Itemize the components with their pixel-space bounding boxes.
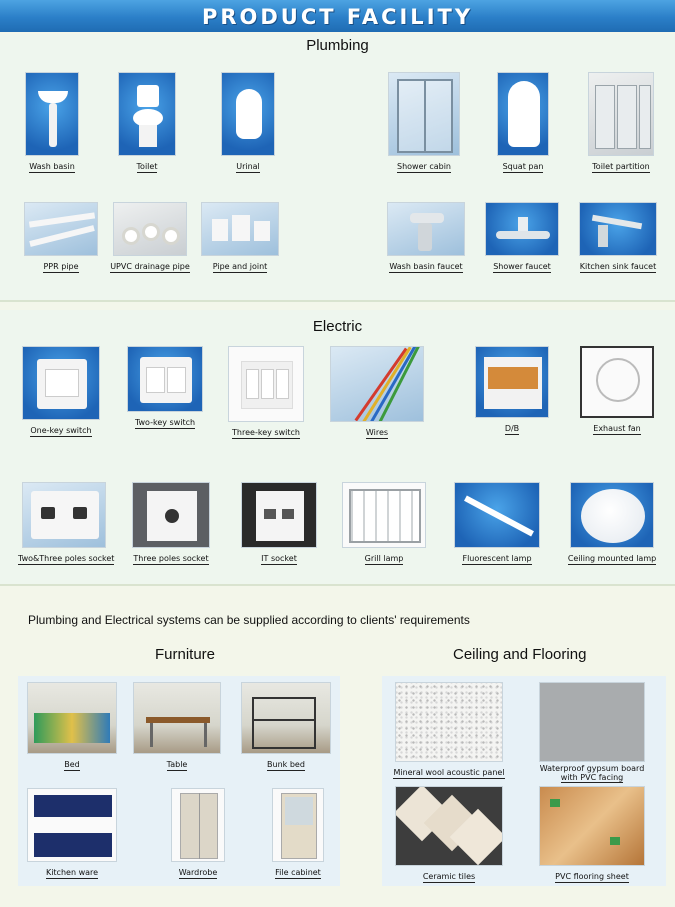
product-shower-faucet [482,202,562,274]
toilet-label: Toilet [136,162,158,171]
electric-section [0,310,675,586]
two-key-switch-label: Two-key switch [134,418,196,427]
pvc-flooring-label: PVC flooring sheet [555,872,629,881]
product-grill-lamp [338,482,430,566]
it-socket-image [241,482,317,548]
product-three-key-switch [226,346,306,440]
product-mineral-wool-panel [390,682,508,780]
product-wires [328,346,426,440]
product-pvc-flooring [532,786,652,884]
one-key-switch-image [22,346,100,420]
product-toilet [112,72,182,174]
product-ppr-pipe [22,202,100,274]
page-banner [0,0,675,32]
electric-title: Electric [312,318,363,335]
product-kitchen-ware [22,788,122,880]
shower-cabin-label: Shower cabin [396,162,451,171]
urinal-image [221,72,275,156]
two-three-socket-image [22,482,106,548]
wash-basin-image [25,72,79,156]
product-ceiling-mounted-lamp [566,482,658,566]
bed-image [27,682,117,754]
wires-image [330,346,424,422]
product-squat-pan [490,72,556,174]
fluorescent-lamp-label: Fluorescent lamp [462,554,532,563]
wardrobe-label: Wardrobe [178,868,218,877]
three-poles-socket-image [132,482,210,548]
shower-cabin-image [388,72,460,156]
kitchen-sink-faucet-image [579,202,657,256]
ceramic-tiles-image [395,786,503,866]
bunk-bed-image [241,682,331,754]
gypsum-board-image [539,682,645,762]
product-wardrobe [158,788,238,880]
product-table [130,682,224,772]
shower-faucet-label: Shower faucet [493,262,551,271]
two-key-switch-image [127,346,203,412]
product-two-key-switch [124,346,206,430]
three-key-switch-label: Three-key switch [232,428,300,437]
db-label: D/B [504,424,520,433]
product-bunk-bed [238,682,334,772]
kitchen-sink-faucet-label: Kitchen sink faucet [579,262,657,271]
urinal-label: Urinal [236,162,260,171]
table-label: Table [166,760,188,769]
wash-basin-label: Wash basin [29,162,75,171]
product-file-cabinet [260,788,336,880]
product-toilet-partition [584,72,658,174]
grill-lamp-label: Grill lamp [364,554,404,563]
pipe-joint-label: Pipe and joint [212,262,268,271]
product-kitchen-sink-faucet [576,202,660,274]
kitchen-ware-label: Kitchen ware [45,868,99,877]
product-one-key-switch [20,346,102,438]
ppr-pipe-image [24,202,98,256]
product-ceramic-tiles [390,786,508,884]
wash-basin-faucet-label: Wash basin faucet [389,262,463,271]
toilet-image [118,72,176,156]
ceiling-lamp-label: Ceiling mounted lamp [567,554,657,563]
three-poles-socket-label: Three poles socket [133,554,209,563]
supply-note: Plumbing and Electrical systems can be supplied according to clients' requirements [28,613,470,627]
pvc-flooring-image [539,786,645,866]
mineral-wool-label: Mineral wool acoustic panel [393,768,505,777]
table-image [133,682,221,754]
squat-pan-label: Squat pan [502,162,544,171]
ceiling-panel [382,676,666,886]
gypsum-board-label-2: with PVC facing [560,773,624,782]
wash-basin-faucet-image [387,202,465,256]
it-socket-label: IT socket [261,554,297,563]
product-shower-cabin [385,72,463,174]
product-two-three-poles-socket [18,482,115,566]
furniture-title: Furniture [155,646,216,663]
db-image [475,346,549,418]
squat-pan-image [497,72,549,156]
toilet-partition-label: Toilet partition [592,162,650,171]
upvc-pipe-image [113,202,187,256]
product-db [470,346,554,436]
product-wash-basin-faucet [384,202,468,274]
ceiling-lamp-image [570,482,654,548]
bed-label: Bed [64,760,80,769]
product-gypsum-board [534,682,650,782]
three-key-switch-image [228,346,304,422]
two-three-socket-label: Two&Three poles socket [18,554,115,563]
shower-faucet-image [485,202,559,256]
ceiling-title: Ceiling and Flooring [453,646,587,663]
fluorescent-lamp-image [454,482,540,548]
file-cabinet-image [272,788,324,862]
gypsum-board-label: Waterproof gypsum board [539,764,645,773]
product-upvc-pipe [110,202,190,274]
toilet-partition-image [588,72,654,156]
ppr-pipe-label: PPR pipe [43,262,79,271]
product-three-poles-socket [128,482,214,566]
product-it-socket [238,482,320,566]
upvc-pipe-label: UPVC drainage pipe [110,262,190,271]
product-pipe-joint [198,202,282,274]
ceramic-tiles-label: Ceramic tiles [422,872,476,881]
pipe-joint-image [201,202,279,256]
product-bed [24,682,120,772]
one-key-switch-label: One-key switch [30,426,92,435]
mineral-wool-image [395,682,503,762]
exhaust-fan-label: Exhaust fan [593,424,641,433]
furniture-panel [18,676,340,886]
grill-lamp-image [342,482,426,548]
product-fluorescent-lamp [450,482,544,566]
kitchen-ware-image [27,788,117,862]
exhaust-fan-image [580,346,654,418]
banner-title: PRODUCT FACILITY [201,5,474,29]
wardrobe-image [171,788,225,862]
plumbing-section [0,34,675,302]
plumbing-title: Plumbing [306,37,369,54]
product-exhaust-fan [574,346,660,436]
bunk-bed-label: Bunk bed [267,760,305,769]
wires-label: Wires [365,428,389,437]
file-cabinet-label: File cabinet [275,868,321,877]
product-urinal [214,72,282,174]
product-wash-basin [18,72,86,174]
